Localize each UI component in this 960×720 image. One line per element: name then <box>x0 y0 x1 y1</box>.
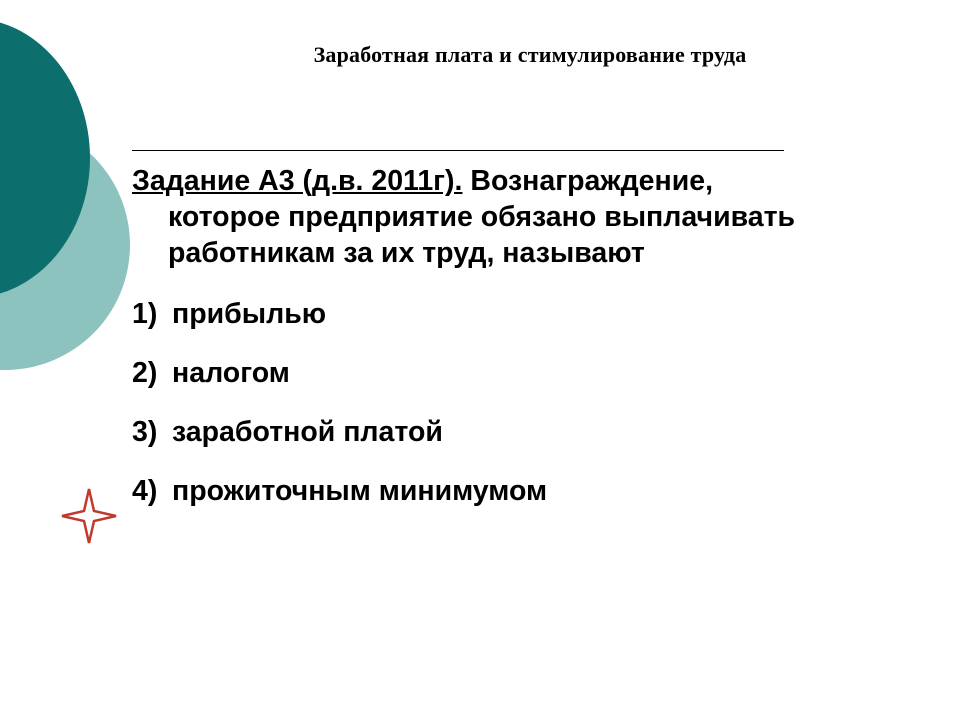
option-label: прибылью <box>172 297 327 330</box>
list-item[interactable] <box>132 298 922 331</box>
options-list <box>132 298 922 508</box>
option-number: 4) <box>132 474 158 507</box>
option-number: 2) <box>132 356 158 389</box>
slide-body <box>132 150 922 534</box>
question-text: Вознаграждение, которое предприятие обязано выплачивать работникам за их труд, называют <box>168 165 796 270</box>
question-block <box>132 163 828 272</box>
option-label: налогом <box>172 356 290 389</box>
question-lead: Задание А3 (д.в. 2011г). <box>132 165 463 197</box>
four-point-star-icon <box>60 487 118 545</box>
option-number: 1) <box>132 297 158 330</box>
option-label: заработной платой <box>172 415 443 448</box>
list-item[interactable] <box>132 416 922 449</box>
page-title: Заработная плата и стимулирование труда <box>313 42 747 67</box>
option-label: прожиточным минимумом <box>172 474 548 507</box>
list-item[interactable] <box>132 357 922 390</box>
option-number: 3) <box>132 415 158 448</box>
horizontal-divider <box>132 150 784 151</box>
list-item[interactable] <box>132 475 922 508</box>
